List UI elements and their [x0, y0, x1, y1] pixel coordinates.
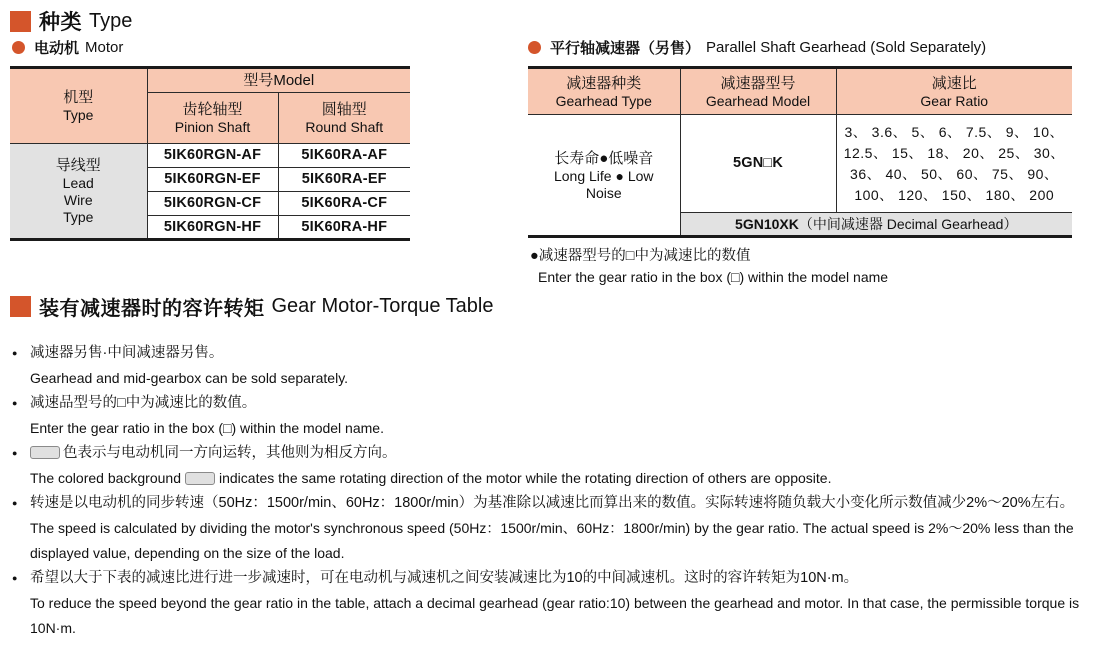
- pinion-en: Pinion Shaft: [174, 119, 251, 135]
- type-title-zh: 种类: [39, 11, 82, 34]
- gear-ratio-header-cell: [836, 68, 1072, 115]
- lead-en-line: Lead: [62, 175, 94, 191]
- ratio-line: 100、 120、 150、 180、 200: [854, 186, 1055, 203]
- motor-label: [12, 37, 123, 58]
- gearhead-model-cell: 5GN□K: [680, 115, 836, 213]
- bullet-icon: ●: [12, 448, 18, 458]
- feature-en-line: Noise: [585, 184, 622, 201]
- model-cell-round: 5IK60RA-AF: [278, 144, 410, 168]
- orange-square-icon: [10, 296, 31, 317]
- ratio-line: 36、 40、 50、 60、 75、 90、: [850, 165, 1059, 182]
- pinion-header-cell: [147, 93, 278, 144]
- bullet-zh-text: 色表示与电动机同一方向运转，其他则为相反方向。: [63, 445, 397, 461]
- bullet-zh: 减速器另售·中间减速器另售。: [30, 345, 224, 361]
- round-header-cell: [278, 93, 410, 144]
- gearhead-model-en: Gearhead Model: [705, 92, 811, 109]
- model-cell-pinion: 5IK60RGN-EF: [147, 168, 278, 192]
- model-cell-pinion: 5IK60RGN-CF: [147, 192, 278, 216]
- lead-wire-type-cell: [10, 144, 147, 240]
- gearhead-model-zh: 减速器型号: [720, 74, 796, 92]
- model-cell-round: 5IK60RA-HF: [278, 216, 410, 240]
- list-item: [12, 566, 1112, 641]
- feature-zh: 长寿命●低噪音: [554, 149, 654, 167]
- gearhead-label-en: Parallel Shaft Gearhead (Sold Separately): [706, 39, 987, 56]
- bullet-icon: ●: [12, 348, 18, 358]
- gray-color-swatch-icon: [30, 446, 60, 459]
- bullet-zh: 转速是以电动机的同步转速（50Hz：1500r/min、60Hz：1800r/min）为基准除以减速比而算出来的数值。实际转速将随负载大小变化所示数值减少2%～20%左右。: [30, 495, 1075, 511]
- gearhead-note: [530, 245, 888, 288]
- lead-zh: 导线型: [55, 157, 101, 174]
- gear-ratio-zh: 减速比: [931, 74, 977, 92]
- bullet-icon: ●: [12, 498, 18, 508]
- list-item: [12, 441, 1112, 491]
- model-header: 型号Model: [243, 72, 315, 89]
- bullet-zh: [30, 441, 1112, 466]
- list-item: [12, 491, 1112, 566]
- orange-circle-icon: [528, 41, 541, 54]
- ratio-line: 12.5、 15、 18、 20、 25、 30、: [843, 144, 1065, 161]
- ratio-line: 3、 3.6、 5、 6、 7.5、 9、 10、: [844, 123, 1064, 140]
- gearhead-feature-cell: [528, 115, 680, 237]
- lead-en-line: Type: [63, 209, 94, 225]
- torque-title-zh: 装有减速器时的容许转矩: [39, 298, 265, 320]
- gearhead-table: [528, 66, 1072, 238]
- bullet-en: Enter the gear ratio in the box (□) within the model name.: [30, 420, 384, 436]
- list-item: [12, 341, 1112, 391]
- decimal-gearhead-note: （中间减速器 Decimal Gearhead）: [798, 215, 1018, 232]
- bullet-en-post: indicates the same rotating direction of the motor while the rotating direction of others are opposite.: [219, 470, 832, 486]
- torque-section-header: [10, 292, 493, 321]
- bullet-zh: 希望以大于下表的减速比进行进一步减速时，可在电动机与减速机之间安装减速比为10的中间减速机。这时的容许转矩为10N·m。: [30, 570, 859, 586]
- orange-circle-icon: [12, 41, 25, 54]
- motor-label-en: Motor: [85, 39, 124, 56]
- model-cell-round: 5IK60RA-EF: [278, 168, 410, 192]
- decimal-gearhead-cell: [680, 213, 1072, 237]
- bullet-en-pre: The colored background: [30, 470, 181, 486]
- gearhead-label-zh: 平行轴减速器（另售）: [550, 40, 701, 57]
- model-cell-pinion: 5IK60RGN-AF: [147, 144, 278, 168]
- pinion-zh: 齿轮轴型: [182, 101, 243, 118]
- table-row: [10, 144, 410, 168]
- motor-table-corner-cell: [10, 68, 147, 144]
- gearhead-type-zh: 减速器种类: [566, 74, 642, 92]
- round-en: Round Shaft: [305, 119, 384, 135]
- lead-en-line: Wire: [63, 192, 93, 208]
- bullet-icon: ●: [12, 573, 18, 583]
- list-item: [12, 391, 1112, 441]
- gearhead-note-en: Enter the gear ratio in the box (□) within the model name: [538, 269, 889, 285]
- bullet-zh: 减速品型号的□中为减速比的数值。: [30, 395, 257, 411]
- gray-color-swatch-icon: [185, 472, 215, 485]
- decimal-gearhead-model: 5GN10XK: [735, 215, 799, 232]
- gearhead-label: [528, 37, 986, 58]
- torque-notes-list: [12, 341, 1112, 641]
- motor-label-zh: 电动机: [34, 40, 80, 57]
- gearhead-type-header-cell: [528, 68, 680, 115]
- type-title-en: Type: [89, 9, 133, 32]
- gear-ratio-en: Gear Ratio: [920, 92, 989, 109]
- gearhead-model-header-cell: [680, 68, 836, 115]
- model-cell-pinion: 5IK60RGN-HF: [147, 216, 278, 240]
- motor-table: [10, 66, 410, 241]
- bullet-icon: ●: [12, 398, 18, 408]
- feature-en-line: Long Life ● Low: [553, 167, 654, 184]
- corner-zh: 机型: [63, 89, 94, 106]
- bullet-en: Gearhead and mid-gearbox can be sold separately.: [30, 370, 349, 386]
- type-section-header: [10, 6, 132, 36]
- torque-title-en: Gear Motor-Torque Table: [271, 295, 494, 317]
- gearhead-note-zh: ●减速器型号的□中为减速比的数值: [530, 248, 751, 264]
- corner-en: Type: [63, 107, 94, 123]
- orange-square-icon: [10, 11, 31, 32]
- gearhead-type-en: Gearhead Type: [555, 92, 652, 109]
- bullet-en: [30, 466, 1112, 491]
- round-zh: 圆轴型: [321, 101, 367, 118]
- gear-ratio-values-cell: [836, 115, 1072, 213]
- bullet-en: To reduce the speed beyond the gear ratio in the table, attach a decimal gearhead (gear ratio:10) between the gearhead and motor. In that case, the permissible torque is 10N·m.: [30, 595, 1080, 636]
- model-cell-round: 5IK60RA-CF: [278, 192, 410, 216]
- bullet-en: The speed is calculated by dividing the motor's synchronous speed (50Hz：1500r/min、60Hz：1800r/min) by the gear ratio. The actual speed is 2%～20% less than the displayed value, depending on the size of the load.: [30, 520, 1074, 561]
- model-header-cell: [147, 68, 410, 93]
